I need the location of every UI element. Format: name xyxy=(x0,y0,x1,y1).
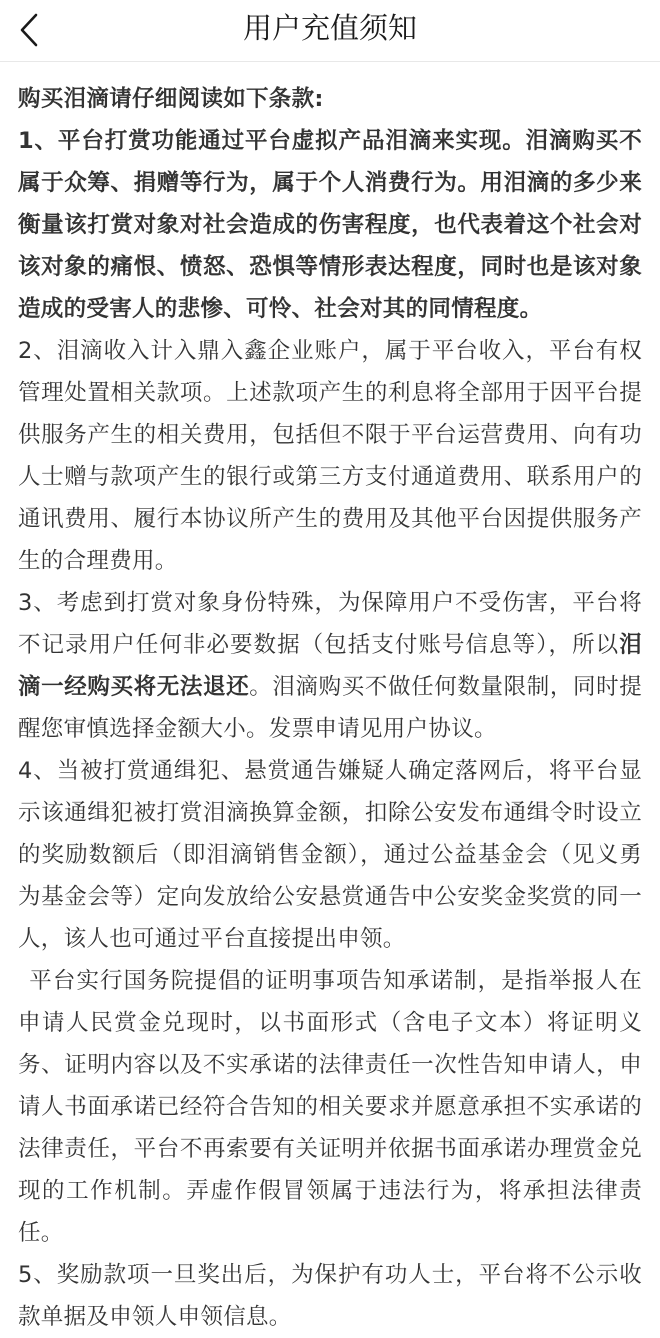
clause-3 xyxy=(18,582,642,750)
clause-5: 5、奖励款项一旦奖出后，为保护有功人士，平台将不公示收款单据及申领人申领信息。 xyxy=(18,1262,642,1330)
clause-4: 4、当被打赏通缉犯、悬赏通告嫌疑人确定落网后，将平台显示该通缉犯被打赏泪滴换算金额，扣除公安发布通缉令时设立的奖励数额后（即泪滴销售金额），通过公益基金会（见义勇为基金会等）定向发放给公安悬赏通告中公安奖金奖赏的同一人，该人也可通过平台直接提出申领。 xyxy=(18,758,642,952)
clause-1: 1、平台打赏功能通过平台虚拟产品泪滴来实现。泪滴购买不属于众筹、捐赠等行为，属于个人消费行为。用泪滴的多少来衡量该打赏对象对社会造成的伤害程度，也代表着这个社会对该对象的痛恨、愤怒、恐惧等情形表达程度，同时也是该对象造成的受害人的悲惨、可怜、社会对其的同情程度。 xyxy=(18,128,642,322)
notice-content xyxy=(0,62,660,1338)
page-title: 用户充值须知 xyxy=(242,11,417,45)
clause-3-part2: 。泪滴购买不做任何数量限制，同时提醒您审慎选择金额大小。发票申请见用户协议。 xyxy=(18,674,642,742)
clause-3-part1: 3、考虑到打赏对象身份特殊，为保障用户不受伤害，平台将不记录用户任何非必要数据（包括支付账号信息等），所以 xyxy=(18,590,642,658)
clause-2: 2、泪滴收入计入鼎入鑫企业账户，属于平台收入，平台有权管理处置相关款项。上述款项产生的利息将全部用于因平台提供服务产生的相关费用，包括但不限于平台运营费用、向有功人士赠与款项产生的银行或第三方支付通道费用、联系用户的通讯费用、履行本协议所产生的费用及其他平台因提供服务产生的合理费用。 xyxy=(18,338,642,574)
notice-intro: 购买泪滴请仔细阅读如下条款: xyxy=(18,86,324,112)
commitment-paragraph: 平台实行国务院提倡的证明事项告知承诺制，是指举报人在申请人民赏金兑现时，以书面形式（含电子文本）将证明义务、证明内容以及不实承诺的法律责任一次性告知申请人，申请人书面承诺已经符合告知的相关要求并愿意承担不实承诺的法律责任，平台不再索要有关证明并依据书面承诺办理赏金兑现的工作机制。弄虚作假冒领属于违法行为，将承担法律责任。 xyxy=(18,968,642,1246)
clause-3-no-refund: 泪滴一经购买将无法退还 xyxy=(18,632,642,700)
nav-header xyxy=(0,0,660,62)
